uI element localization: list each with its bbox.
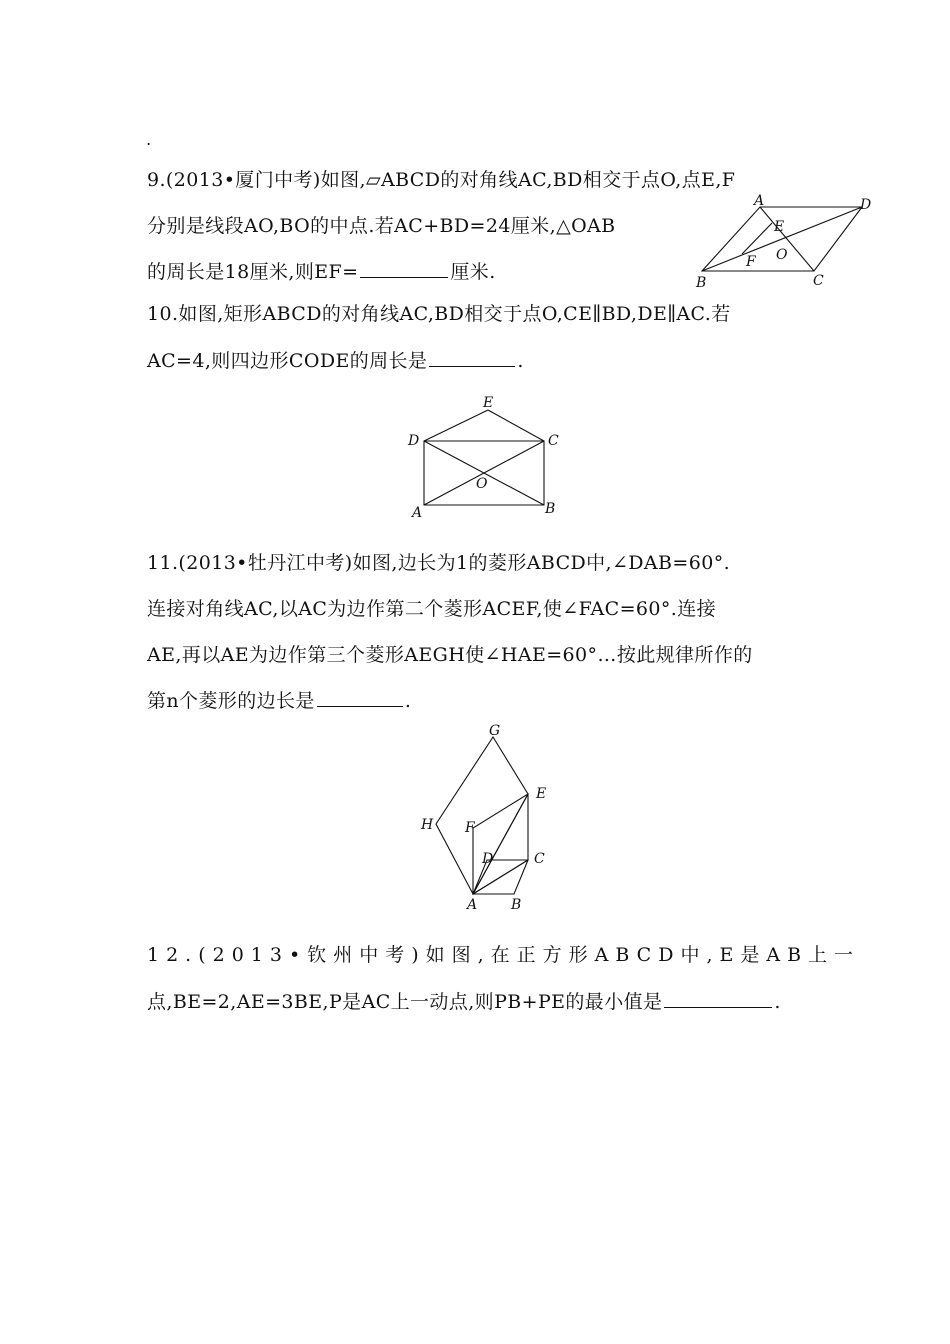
q10-line2: [147, 348, 524, 373]
q11-label-c: C: [534, 851, 545, 867]
lead-dot: .: [146, 130, 152, 149]
q10-label-a: A: [412, 505, 423, 521]
q10-label-e: E: [483, 395, 494, 411]
q11-line1: 11.(2013•牡丹江中考)如图,边长为1的菱形ABCD中,∠DAB=60°.: [147, 552, 731, 574]
q11-line4-text: 第n个菱形的边长是: [147, 690, 315, 712]
q10-label-b: B: [545, 501, 556, 517]
q12-line2: [147, 989, 781, 1014]
q10-line2-text: AC=4,则四边形CODE的周长是: [147, 350, 428, 372]
q9-answer-blank[interactable]: [360, 259, 448, 278]
q9-line3-suffix: 厘米.: [450, 261, 496, 283]
q9-line1: 9.(2013•厦门中考)如图,▱ABCD的对角线AC,BD相交于点O,点E,F: [147, 169, 736, 191]
q11-answer-blank[interactable]: [317, 688, 403, 707]
q12-line2-suffix: .: [774, 991, 781, 1013]
q12-answer-blank[interactable]: [664, 989, 772, 1008]
q11-line3: AE,再以AE为边作第三个菱形AEGH使∠HAE=60°…按此规律所作的: [147, 644, 753, 666]
q11-rhombus-aegh: [436, 737, 528, 894]
q10-label-d: D: [408, 433, 420, 449]
q9-line2: 分别是线段AO,BO的中点.若AC+BD=24厘米,△OAB: [147, 215, 616, 237]
q11-line2: 连接对角线AC,以AC为边作第二个菱形ACEF,使∠FAC=60°.连接: [147, 598, 717, 620]
q9-label-o: O: [776, 247, 788, 263]
q12-line1: 12.(2013•钦州中考)如图,在正方形ABCD中,E是AB上一: [147, 944, 861, 966]
q10-segment-ce: [488, 410, 544, 441]
q10-line2-suffix: .: [517, 350, 524, 372]
q10-segment-de: [424, 410, 488, 441]
q11-label-e: E: [536, 786, 547, 802]
q9-label-b: B: [696, 275, 707, 291]
q11-label-f: F: [465, 820, 475, 836]
q11-label-d: D: [482, 851, 494, 867]
q11-label-g: G: [489, 723, 501, 739]
q10-label-c: C: [548, 433, 559, 449]
q11-line4-suffix: .: [404, 690, 412, 712]
q9-label-c: C: [813, 273, 824, 289]
q11-label-h: H: [421, 817, 434, 833]
q9-label-d: D: [860, 197, 872, 213]
q9-label-a: A: [754, 193, 765, 209]
q12-line2-text: 点,BE=2,AE=3BE,P是AC上一动点,则PB+PE的最小值是: [147, 991, 663, 1013]
q11-label-a: A: [467, 897, 478, 913]
q10-label-o: O: [476, 476, 488, 492]
q9-parallelogram-figure: [690, 195, 890, 295]
q9-line3: [147, 259, 496, 284]
q11-label-b: B: [511, 897, 522, 913]
q11-line4: [147, 688, 411, 713]
q10-answer-blank[interactable]: [429, 348, 515, 367]
q11-rhombus-figure: [415, 725, 560, 915]
q10-line1: 10.如图,矩形ABCD的对角线AC,BD相交于点O,CE∥BD,DE∥AC.若: [147, 303, 731, 325]
q9-label-e: E: [774, 219, 785, 235]
q9-line3-text: 的周长是18厘米,则EF=: [147, 261, 359, 283]
q9-label-f: F: [746, 254, 756, 270]
q10-rectangle-figure: [400, 392, 570, 527]
